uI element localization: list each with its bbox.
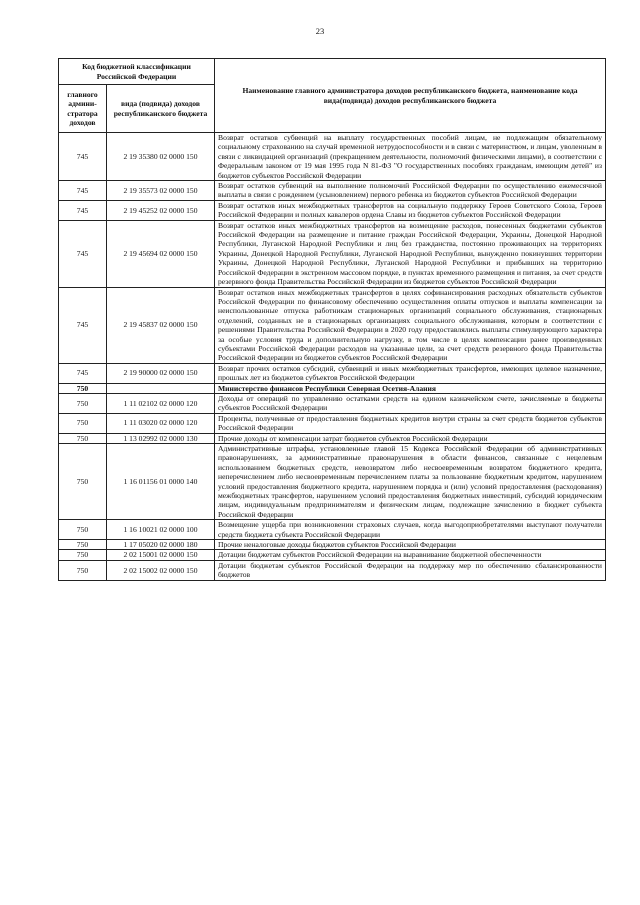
- table-row: [59, 200, 606, 220]
- admin-code-cell: 745: [59, 133, 107, 181]
- table-body: [59, 133, 606, 581]
- admin-code-cell: 750: [59, 433, 107, 443]
- table-row: [59, 363, 606, 383]
- revenue-name-cell: Дотации бюджетам субъектов Российской Федерации на поддержку мер по обеспечению сбалансированности бюджетов: [215, 560, 606, 580]
- admin-code-cell: 750: [59, 560, 107, 580]
- revenue-code-cell: 1 16 10021 02 0000 100: [107, 520, 215, 540]
- admin-code-cell: 750: [59, 393, 107, 413]
- revenue-name-cell: Дотации бюджетам субъектов Российской Федерации на выравнивание бюджетной обеспеченности: [215, 550, 606, 560]
- revenue-code-cell: 2 19 45694 02 0000 150: [107, 220, 215, 287]
- revenue-code-cell: 1 16 01156 01 0000 140: [107, 444, 215, 520]
- table-header: [59, 59, 606, 133]
- table-row: [59, 133, 606, 181]
- revenue-code-cell: 1 11 02102 02 0000 120: [107, 393, 215, 413]
- table-row: [59, 413, 606, 433]
- table-row: [59, 520, 606, 540]
- table-row: [59, 220, 606, 287]
- revenue-code-cell: 2 02 15001 02 0000 150: [107, 550, 215, 560]
- table-row: [59, 444, 606, 520]
- table-row: [59, 540, 606, 550]
- admin-code-cell: 745: [59, 363, 107, 383]
- admin-code-cell: 750: [59, 383, 107, 393]
- revenue-name-cell: Возврат остатков иных межбюджетных трансфертов на возмещение расходов, понесенных бюджетами субъектов Российской Федерации на размещение и питание граждан Российской Федерации, Украины, Донецкой Народной Республики, Луганской Народной Республики и лиц без гражданства, постоянно проживающих на территориях Украины, Донецкой Народной Республики, Луганской Народной Республики, вынужденно покинувших территории Украины, Донецкой Народной Республики, Луганской Народной Республики и прибывших на территорию Российской Федерации в экстренном массовом порядке, в пунктах временного размещения и питания, за счет средств резервного фонда Правительства Российской Федерации из бюджетов субъектов Российской Федерации: [215, 220, 606, 287]
- revenue-code-cell: 1 17 05020 02 0000 180: [107, 540, 215, 550]
- table-row: [59, 433, 606, 443]
- table-row: [59, 560, 606, 580]
- admin-code-cell: 745: [59, 220, 107, 287]
- revenue-name-cell: Министерство финансов Республики Северная Осетия-Алания: [215, 383, 606, 393]
- revenue-name-cell: Возврат остатков субвенций на выполнение полномочий Российской Федерации по осуществлению ежемесячной выплаты в связи с рождением (усыновлением) первого ребенка из бюджетов субъектов Российской Федерации: [215, 181, 606, 201]
- revenue-code-cell: 2 02 15002 02 0000 150: [107, 560, 215, 580]
- admin-code-cell: 750: [59, 444, 107, 520]
- admin-code-cell: 750: [59, 520, 107, 540]
- page-number: 23: [315, 26, 325, 36]
- admin-code-cell: 745: [59, 287, 107, 363]
- admin-code-cell: 750: [59, 413, 107, 433]
- revenue-code-cell: 2 19 90000 02 0000 150: [107, 363, 215, 383]
- revenue-name-cell: Возврат прочих остатков субсидий, субвенций и иных межбюджетных трансфертов, имеющих целевое назначение, прошлых лет из бюджетов субъектов Российской Федерации: [215, 363, 606, 383]
- revenue-code-cell: 2 19 35380 02 0000 150: [107, 133, 215, 181]
- header-code-column: вида (подвида) доходов республиканского бюджета: [107, 85, 215, 133]
- revenue-name-cell: Возврат остатков иных межбюджетных трансфертов на социальную поддержку Героев Советского Союза, Героев Российской Федерации и полных кавалеров ордена Славы из бюджетов субъектов Российской Федерации: [215, 200, 606, 220]
- revenue-code-cell: 2 19 35573 02 0000 150: [107, 181, 215, 201]
- revenue-name-cell: Возврат остатков субвенций на выплату государственных пособий лицам, не подлежащим обязательному социальному страхованию на случай временной нетрудоспособности и в связи с материнством, и лицам, уволенным в связи с ликвидацией организаций (прекращением деятельности, полномочий физическими лицами), в соответствии с Федеральным законом от 19 мая 1995 года N 81-ФЗ "О государственных пособиях гражданам, имеющим детей" из бюджетов субъектов Российской Федерации: [215, 133, 606, 181]
- admin-code-cell: 745: [59, 181, 107, 201]
- table-row: [59, 287, 606, 363]
- admin-code-cell: 750: [59, 550, 107, 560]
- header-code-group: Код бюджетной классификации Российской Федерации: [59, 59, 215, 85]
- revenue-code-cell: [107, 383, 215, 393]
- revenue-name-cell: Проценты, полученные от предоставления бюджетных кредитов внутри страны за счет средств бюджетов субъектов Российской Федерации: [215, 413, 606, 433]
- header-name-column: Наименование главного администратора доходов республиканского бюджета, наименование кода вида(подвида) доходов республиканского бюджета: [215, 59, 606, 133]
- table-row: [59, 393, 606, 413]
- revenue-name-cell: Возврат остатков иных межбюджетных трансфертов в целях софинансирования расходных обязательств субъектов Российской Федерации по финансовому обеспечению осуществления оплаты отпусков и выплаты компенсации за неиспользованные отпуска работникам стационарных организаций социального обслуживания, стационарных отделений, созданных не в стационарных организациях социального обслуживания, которым в соответствии с решениями Правительства Российской Федерации в 2020 году предоставлялись выплаты стимулирующего характера за особые условия труда и дополнительную нагрузку, в том числе в целях компенсации ранее произведенных субъектами Российской Федерации расходов на указанные цели, за счет средств резервного фонда Правительства Российской Федерации из бюджетов субъектов Российской Федерации: [215, 287, 606, 363]
- header-admin-column: главного админи-стратора доходов: [59, 85, 107, 133]
- revenue-name-cell: Прочие неналоговые доходы бюджетов субъектов Российской Федерации: [215, 540, 606, 550]
- budget-classification-table: [58, 58, 606, 581]
- admin-code-cell: 750: [59, 540, 107, 550]
- revenue-code-cell: 2 19 45252 02 0000 150: [107, 200, 215, 220]
- table-row: [59, 550, 606, 560]
- revenue-name-cell: Прочие доходы от компенсации затрат бюджетов субъектов Российской Федерации: [215, 433, 606, 443]
- revenue-name-cell: Возмещение ущерба при возникновении страховых случаев, когда выгодоприобретателями выступают получатели средств бюджета субъекта Российской Федерации: [215, 520, 606, 540]
- revenue-name-cell: Доходы от операций по управлению остатками средств на едином казначейском счете, зачисляемые в бюджеты субъектов Российской Федерации: [215, 393, 606, 413]
- revenue-code-cell: 1 11 03020 02 0000 120: [107, 413, 215, 433]
- revenue-name-cell: Административные штрафы, установленные главой 15 Кодекса Российской Федерации об административных правонарушениях, за административные правонарушения в области финансов, связанные с нецелевым использованием бюджетных средств, невозвратом либо несвоевременным возвратом бюджетного кредита, неперечислением либо несвоевременным перечислением платы за пользование бюджетным кредитом, нарушением условий предоставления бюджетного кредита, нарушением порядка и (или) условий предоставления (расходования) межбюджетных трансфертов, нарушением условий предоставления бюджетных инвестиций, субсидий юридическим лицам, индивидуальным предпринимателям и физическим лицам, подлежащие зачислению в бюджет субъекта Российской Федерации: [215, 444, 606, 520]
- table-row: [59, 181, 606, 201]
- revenue-code-cell: 1 13 02992 02 0000 130: [107, 433, 215, 443]
- admin-code-cell: 745: [59, 200, 107, 220]
- revenue-code-cell: 2 19 45837 02 0000 150: [107, 287, 215, 363]
- ministry-row: [59, 383, 606, 393]
